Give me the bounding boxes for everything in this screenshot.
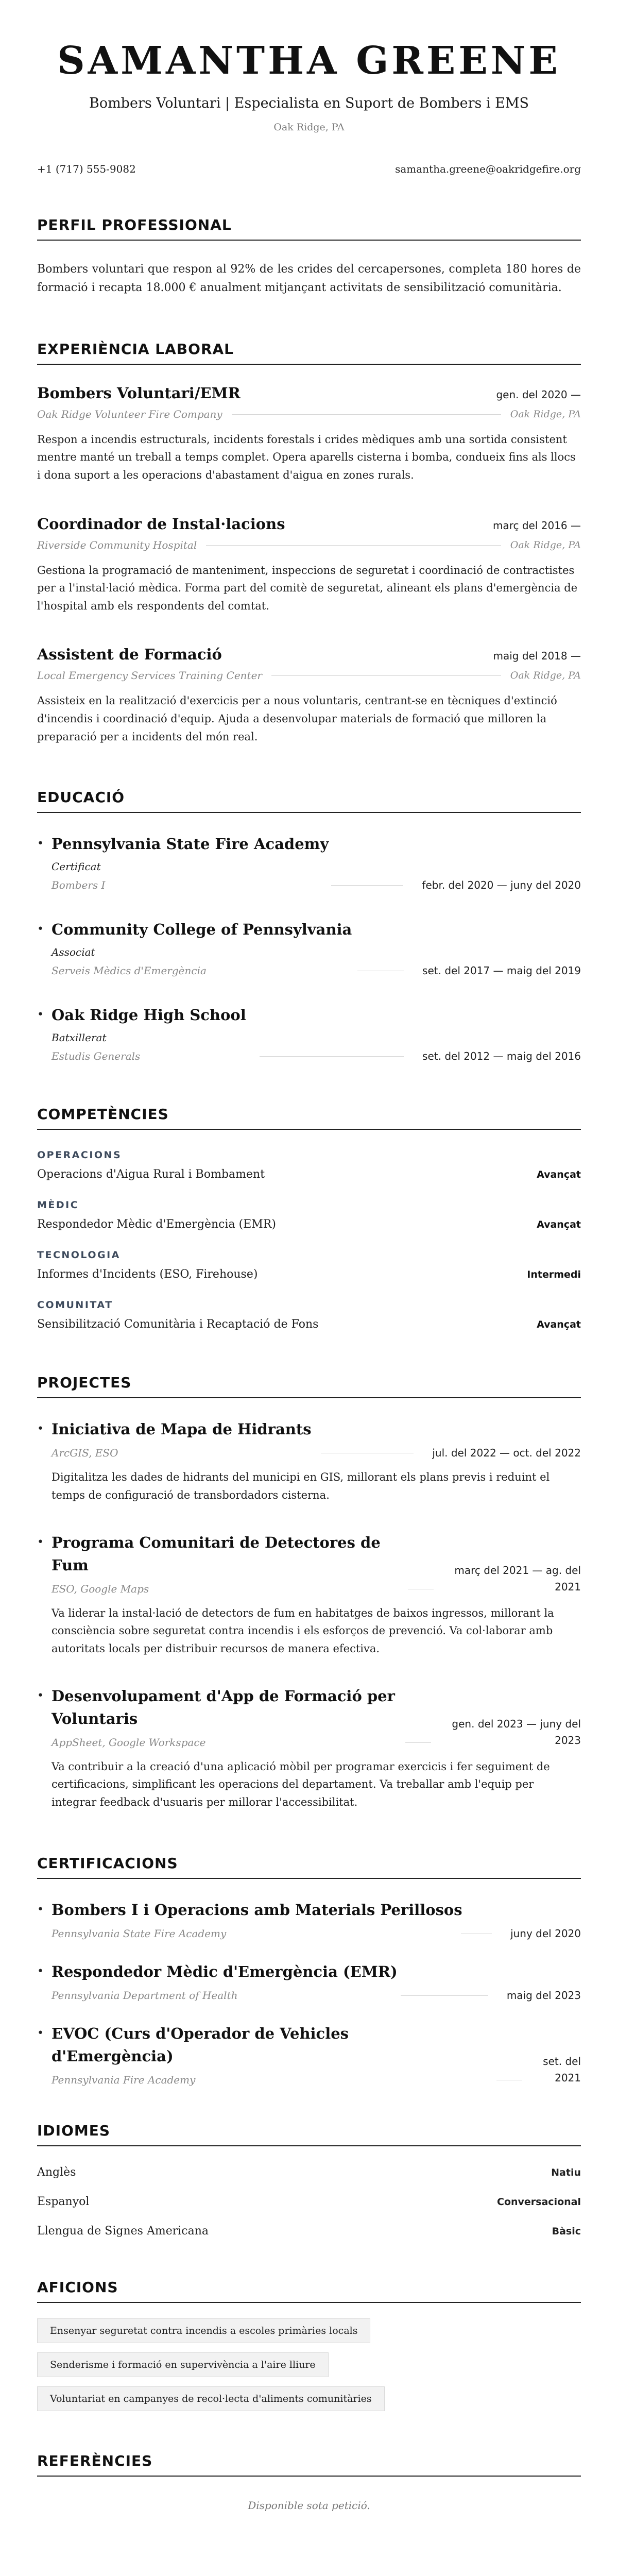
job-entry: [37, 384, 581, 484]
language-row: [37, 2166, 581, 2179]
bullet-icon: •: [37, 1903, 44, 1916]
education-field: Estudis Generals: [52, 1050, 141, 1063]
project-entry: [37, 1685, 581, 1811]
skill-group: [37, 1299, 581, 1331]
project-date-line: gen. del 2023 — juny del: [452, 1717, 581, 1730]
certification-entry: [37, 1960, 581, 2002]
section-heading: PROJECTES: [37, 1374, 581, 1398]
skill-level: Avançat: [537, 1169, 581, 1181]
job-date: març del 2016 —: [492, 519, 581, 532]
skill-category: MÈDIC: [37, 1199, 79, 1211]
section-heading: COMPETÈNCIES: [37, 1106, 581, 1130]
skill-group: [37, 1199, 581, 1231]
bullet-icon: •: [37, 1689, 44, 1702]
education-school: Pennsylvania State Fire Academy: [52, 835, 329, 853]
education-degree: Certificat: [52, 860, 101, 873]
certification-issuer: Pennsylvania Department of Health: [52, 1989, 238, 2002]
section-education: [37, 789, 581, 1062]
leader-line: [408, 1588, 434, 1589]
section-heading: EDUCACIÓ: [37, 789, 581, 813]
skill-name: Respondedor Mèdic d'Emergència (EMR): [37, 1218, 276, 1231]
certification-entry: [37, 1899, 581, 1940]
certification-title: Bombers I i Operacions amb Materials Perillosos: [52, 1901, 462, 1919]
section-profile: [37, 216, 581, 297]
skill-group: [37, 1149, 581, 1181]
language-name: Llengua de Signes Americana: [37, 2224, 209, 2238]
section-heading: AFICIONS: [37, 2279, 581, 2303]
certification-date-line: 2021: [555, 2071, 581, 2084]
profile-summary: Bombers voluntari que respon al 92% de les crides del cercapersones, completa 180 hores de formació i recapta 18.000 € anualment mitjançant activitats de sensibilització comunitària.: [37, 263, 581, 295]
section-skills: [37, 1106, 581, 1331]
section-heading: EXPERIÈNCIA LABORAL: [37, 341, 581, 365]
project-title: Programa Comunitari de Detectores de Fum: [52, 1533, 381, 1574]
leader-line: [260, 1056, 404, 1057]
job-organization: Oak Ridge Volunteer Fire Company: [37, 408, 222, 420]
project-title: Desenvolupament d'App de Formació per Voluntaris: [52, 1687, 395, 1727]
project-dates: [454, 1562, 581, 1595]
bullet-icon: •: [37, 1422, 44, 1436]
language-level: Bàsic: [552, 2225, 581, 2237]
education-field: Serveis Mèdics d'Emergència: [52, 964, 207, 977]
project-title: Iniciativa de Mapa de Hidrants: [52, 1420, 312, 1438]
leader-line: [496, 2079, 522, 2080]
skill-name: Sensibilització Comunitària i Recaptació de Fons: [37, 1318, 319, 1331]
job-description: Assisteix en la realització d'exercicis per a nous voluntaris, centrant-se en tècniques d'extinció d'incendis i coordinació d'equip. Ajuda a desenvolupar materials de formació que milloren la preparació per a incidents del món real.: [37, 694, 557, 743]
job-role: Coordinador de Instal·lacions: [37, 515, 285, 533]
candidate-location: Oak Ridge, PA: [273, 122, 345, 133]
leader-line: [331, 885, 403, 886]
certification-date: maig del 2023: [506, 1989, 581, 2002]
education-school: Oak Ridge High School: [52, 1006, 246, 1024]
education-entry: [37, 833, 581, 891]
job-entry: [37, 646, 581, 745]
language-name: Anglès: [37, 2165, 76, 2179]
project-description: Va contribuir a la creació d'una aplicació mòbil per programar exercicis i fer seguiment de certificacions, simplificant les operacions del departament. Va treballar amb l'equip per integrar feedback d'usuaris per millorar l'accessibilitat.: [52, 1760, 550, 1808]
language-level: Conversacional: [497, 2196, 581, 2208]
education-dates: febr. del 2020 — juny del 2020: [422, 879, 581, 892]
section-languages: [37, 2122, 581, 2238]
language-name: Espanyol: [37, 2195, 90, 2208]
leader-line: [321, 1452, 414, 1453]
section-hobbies: [37, 2279, 581, 2411]
language-row: [37, 2195, 581, 2208]
candidate-headline: Bombers Voluntari | Especialista en Suport de Bombers i EMS: [89, 95, 529, 112]
project-tech: ArcGIS, ESO: [52, 1447, 118, 1460]
leader-line: [405, 1742, 431, 1743]
education-school: Community College of Pennsylvania: [52, 921, 352, 939]
contact-row: [37, 163, 581, 175]
bullet-icon: •: [37, 923, 44, 936]
job-organization: Local Emergency Services Training Center: [37, 669, 262, 682]
certification-date: [543, 2053, 581, 2086]
job-date: gen. del 2020 —: [496, 388, 581, 401]
leader-line: [461, 1933, 492, 1934]
job-role: Assistent de Formació: [37, 646, 222, 664]
project-tech: AppSheet, Google Workspace: [52, 1736, 206, 1749]
education-degree: Batxillerat: [52, 1031, 107, 1044]
certification-issuer: Pennsylvania Fire Academy: [52, 2073, 196, 2086]
bullet-icon: •: [37, 1008, 44, 1022]
language-row: [37, 2225, 581, 2238]
section-references: [37, 2452, 581, 2512]
section-experience: [37, 341, 581, 746]
project-date-line: 2021: [555, 1580, 581, 1593]
job-description: Respon a incendis estructurals, incidents forestals i crides mèdiques amb una sortida consistent mentre manté un treball a temps complet. Opera aparells cisterna i bomba, condueix fins als llocs i dona suport a les operacions d'abastament d'aigua en zones rurals.: [37, 433, 576, 481]
education-dates: set. del 2012 — maig del 2016: [422, 1050, 581, 1063]
education-degree: Associat: [52, 946, 95, 959]
skill-group: [37, 1249, 581, 1281]
certification-issuer: Pennsylvania State Fire Academy: [52, 1927, 227, 1940]
education-entry: [37, 1004, 581, 1062]
skill-level: Avançat: [537, 1319, 581, 1331]
hobby-list: [37, 2318, 581, 2411]
contact-email[interactable]: samantha.greene@oakridgefire.org: [395, 163, 581, 176]
leader-line: [232, 414, 501, 415]
leader-line: [357, 970, 404, 971]
job-role: Bombers Voluntari/EMR: [37, 384, 241, 402]
job-location: Oak Ridge, PA: [510, 408, 581, 420]
language-level: Natiu: [551, 2166, 581, 2178]
project-description: Digitalitza les dades de hidrants del municipi en GIS, millorant els plans previs i reduint el temps de configuració de transbordadors cisterna.: [52, 1471, 550, 1502]
certification-date-line: set. del: [543, 2055, 581, 2067]
project-dates: [452, 1716, 581, 1749]
job-date: maig del 2018 —: [493, 650, 581, 663]
project-tech: ESO, Google Maps: [52, 1582, 149, 1595]
skill-name: Informes d'Incidents (ESO, Firehouse): [37, 1268, 258, 1281]
certification-entry: [37, 2022, 581, 2086]
certification-title: Respondedor Mèdic d'Emergència (EMR): [52, 1962, 398, 1980]
section-heading: REFERÈNCIES: [37, 2452, 581, 2477]
education-dates: set. del 2017 — maig del 2019: [422, 964, 581, 977]
bullet-icon: •: [37, 2026, 44, 2040]
bullet-icon: •: [37, 837, 44, 851]
section-certifications: [37, 1855, 581, 2086]
project-date-line: 2023: [555, 1734, 581, 1747]
project-entry: [37, 1418, 581, 1504]
job-organization: Riverside Community Hospital: [37, 538, 197, 551]
hobby-tag: Ensenyar seguretat contra incendis a escoles primàries locals: [37, 2318, 370, 2343]
bullet-icon: •: [37, 1535, 44, 1549]
certification-title: EVOC (Curs d'Operador de Vehicles d'Emergència): [52, 2024, 349, 2065]
contact-phone[interactable]: +1 (717) 555-9082: [37, 163, 136, 176]
project-entry: [37, 1531, 581, 1658]
hobby-tag: Senderisme i formació en supervivència a l'aire lliure: [37, 2352, 329, 2377]
hobby-tag: Voluntariat en campanyes de recol·lecta d'aliments comunitàries: [37, 2386, 385, 2411]
bullet-icon: •: [37, 1964, 44, 1978]
skill-category: COMUNITAT: [37, 1299, 113, 1311]
project-date-line: març del 2021 — ag. del: [454, 1564, 581, 1577]
job-location: Oak Ridge, PA: [510, 670, 581, 682]
section-projects: [37, 1374, 581, 1811]
job-description: Gestiona la programació de manteniment, inspeccions de seguretat i coordinació de contractistes per a l'instal·lació mèdica. Forma part del comitè de seguretat, alineant els plans d'emergència de l'hospital amb els respondents del comtat.: [37, 564, 578, 612]
skill-name: Operacions d'Aigua Rural i Bombament: [37, 1168, 265, 1181]
skill-category: OPERACIONS: [37, 1149, 122, 1161]
references-note: Disponible sota petició.: [248, 2499, 370, 2512]
section-heading: IDIOMES: [37, 2122, 581, 2146]
skill-category: TECNOLOGIA: [37, 1249, 121, 1261]
certification-date: juny del 2020: [510, 1927, 581, 1940]
candidate-name: SAMANTHA GREENE: [57, 39, 561, 83]
leader-line: [401, 1995, 488, 1996]
skill-level: Avançat: [537, 1219, 581, 1231]
education-entry: [37, 918, 581, 977]
skill-level: Intermedi: [527, 1269, 581, 1281]
project-dates: jul. del 2022 — oct. del 2022: [432, 1447, 581, 1460]
section-heading: PERFIL PROFESSIONAL: [37, 216, 581, 241]
job-location: Oak Ridge, PA: [510, 539, 581, 551]
education-field: Bombers I: [52, 879, 106, 892]
section-heading: CERTIFICACIONS: [37, 1855, 581, 1879]
leader-line: [271, 675, 501, 676]
project-description: Va liderar la instal·lació de detectors de fum en habitatges de baixos ingressos, millorant la consciència sobre seguretat contra incendis i els esforços de prevenció. Va col·laborar amb autoritats locals per distribuir recursos de manera efectiva.: [52, 1606, 554, 1655]
leader-line: [206, 545, 501, 546]
job-entry: [37, 515, 581, 615]
